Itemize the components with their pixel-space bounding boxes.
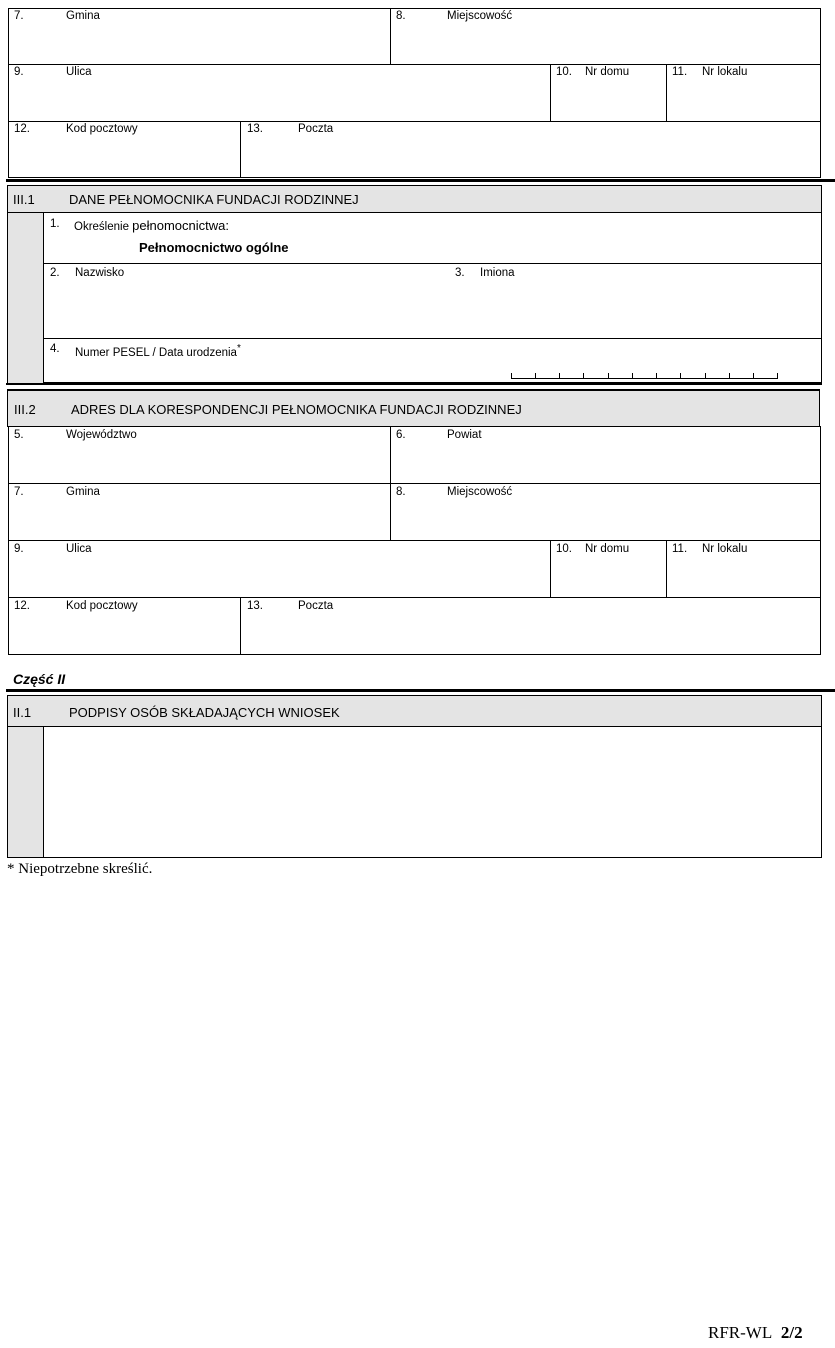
field-number: 11.	[672, 66, 688, 78]
field-number: 10.	[556, 543, 572, 555]
field-number: 12.	[14, 123, 30, 135]
field-value: Pełnomocnictwo ogólne	[139, 240, 289, 255]
field-nazwisko-imiona[interactable]	[43, 263, 822, 339]
section-code: III.2	[14, 402, 36, 417]
field-label: Ulica	[66, 543, 92, 555]
signatures-field[interactable]	[43, 726, 822, 858]
field-miejscowosc[interactable]	[390, 483, 821, 541]
field-okreslenie-pelnomocnictwa[interactable]	[43, 212, 822, 264]
field-number: 5.	[14, 429, 24, 441]
part-heading: Część II	[13, 671, 66, 687]
field-label: Kod pocztowy	[66, 600, 138, 612]
field-number: 13.	[247, 600, 263, 612]
field-label: Poczta	[298, 600, 334, 612]
section-code: III.1	[13, 192, 35, 207]
field-powiat[interactable]	[390, 426, 821, 484]
field-number: 8.	[396, 10, 406, 22]
field-number: 8.	[396, 486, 406, 498]
field-label: Gmina	[66, 486, 100, 498]
field-label: Poczta	[298, 123, 334, 135]
page-footer	[708, 1323, 803, 1343]
field-miejscowosc[interactable]	[390, 8, 821, 65]
section-sidebar	[7, 185, 43, 383]
field-gmina[interactable]	[8, 483, 391, 541]
field-label: Nr domu	[585, 66, 630, 78]
footnote: * Niepotrzebne skreślić.	[7, 861, 153, 877]
field-number: 2.	[50, 267, 60, 279]
pesel-digit-boxes[interactable]	[511, 373, 778, 379]
field-number: 12.	[14, 600, 30, 612]
field-label: Nazwisko	[75, 267, 125, 279]
field-gmina[interactable]	[8, 8, 391, 65]
field-ulica[interactable]	[8, 540, 551, 598]
section-header	[7, 389, 820, 427]
field-label: Gmina	[66, 10, 100, 22]
field-nr-lokalu[interactable]	[666, 540, 821, 598]
section-code: II.1	[13, 705, 32, 720]
field-number: 3.	[455, 267, 465, 279]
field-number: 1.	[50, 218, 60, 230]
field-label: Imiona	[480, 267, 515, 279]
field-number: 9.	[14, 66, 24, 78]
field-label: Nr lokalu	[702, 543, 748, 555]
field-label: Nr lokalu	[702, 66, 748, 78]
field-nr-lokalu[interactable]	[666, 64, 821, 122]
section-divider	[6, 689, 835, 692]
section-title: ADRES DLA KORESPONDENCJI PEŁNOMOCNIKA FUNDACJI RODZINNEJ	[71, 402, 522, 417]
field-pesel[interactable]	[43, 338, 822, 383]
field-number: 9.	[14, 543, 24, 555]
field-nr-domu[interactable]	[550, 540, 667, 598]
field-label: Numer PESEL / Data urodzenia*	[75, 343, 241, 359]
field-poczta[interactable]	[240, 597, 821, 655]
field-label: Kod pocztowy	[66, 123, 138, 135]
field-label: Określenie pełnomocnictwa:	[74, 218, 229, 233]
field-nr-domu[interactable]	[550, 64, 667, 122]
field-number: 11.	[672, 543, 688, 555]
field-kod-pocztowy[interactable]	[8, 121, 241, 178]
field-label: Ulica	[66, 66, 92, 78]
field-label: Województwo	[66, 429, 137, 441]
field-number: 7.	[14, 10, 24, 22]
field-number: 4.	[50, 343, 60, 355]
section-header	[7, 695, 822, 727]
field-ulica[interactable]	[8, 64, 551, 122]
field-number: 13.	[247, 123, 263, 135]
field-label: Miejscowość	[447, 10, 513, 22]
section-divider	[6, 383, 822, 385]
section-divider	[6, 179, 835, 182]
page-number: 2/2	[780, 1323, 803, 1342]
section-title: PODPISY OSÓB SKŁADAJĄCYCH WNIOSEK	[69, 705, 340, 720]
field-poczta[interactable]	[240, 121, 821, 178]
field-label: Nr domu	[585, 543, 630, 555]
field-number: 6.	[396, 429, 406, 441]
section-bottom-border	[7, 857, 822, 858]
form-code: RFR-WL	[708, 1323, 772, 1342]
field-kod-pocztowy[interactable]	[8, 597, 241, 655]
section-header	[7, 185, 822, 213]
field-number: 10.	[556, 66, 572, 78]
field-wojewodztwo[interactable]	[8, 426, 391, 484]
field-number: 7.	[14, 486, 24, 498]
section-title: DANE PEŁNOMOCNIKA FUNDACJI RODZINNEJ	[69, 192, 359, 207]
field-label: Powiat	[447, 429, 482, 441]
field-label: Miejscowość	[447, 486, 513, 498]
